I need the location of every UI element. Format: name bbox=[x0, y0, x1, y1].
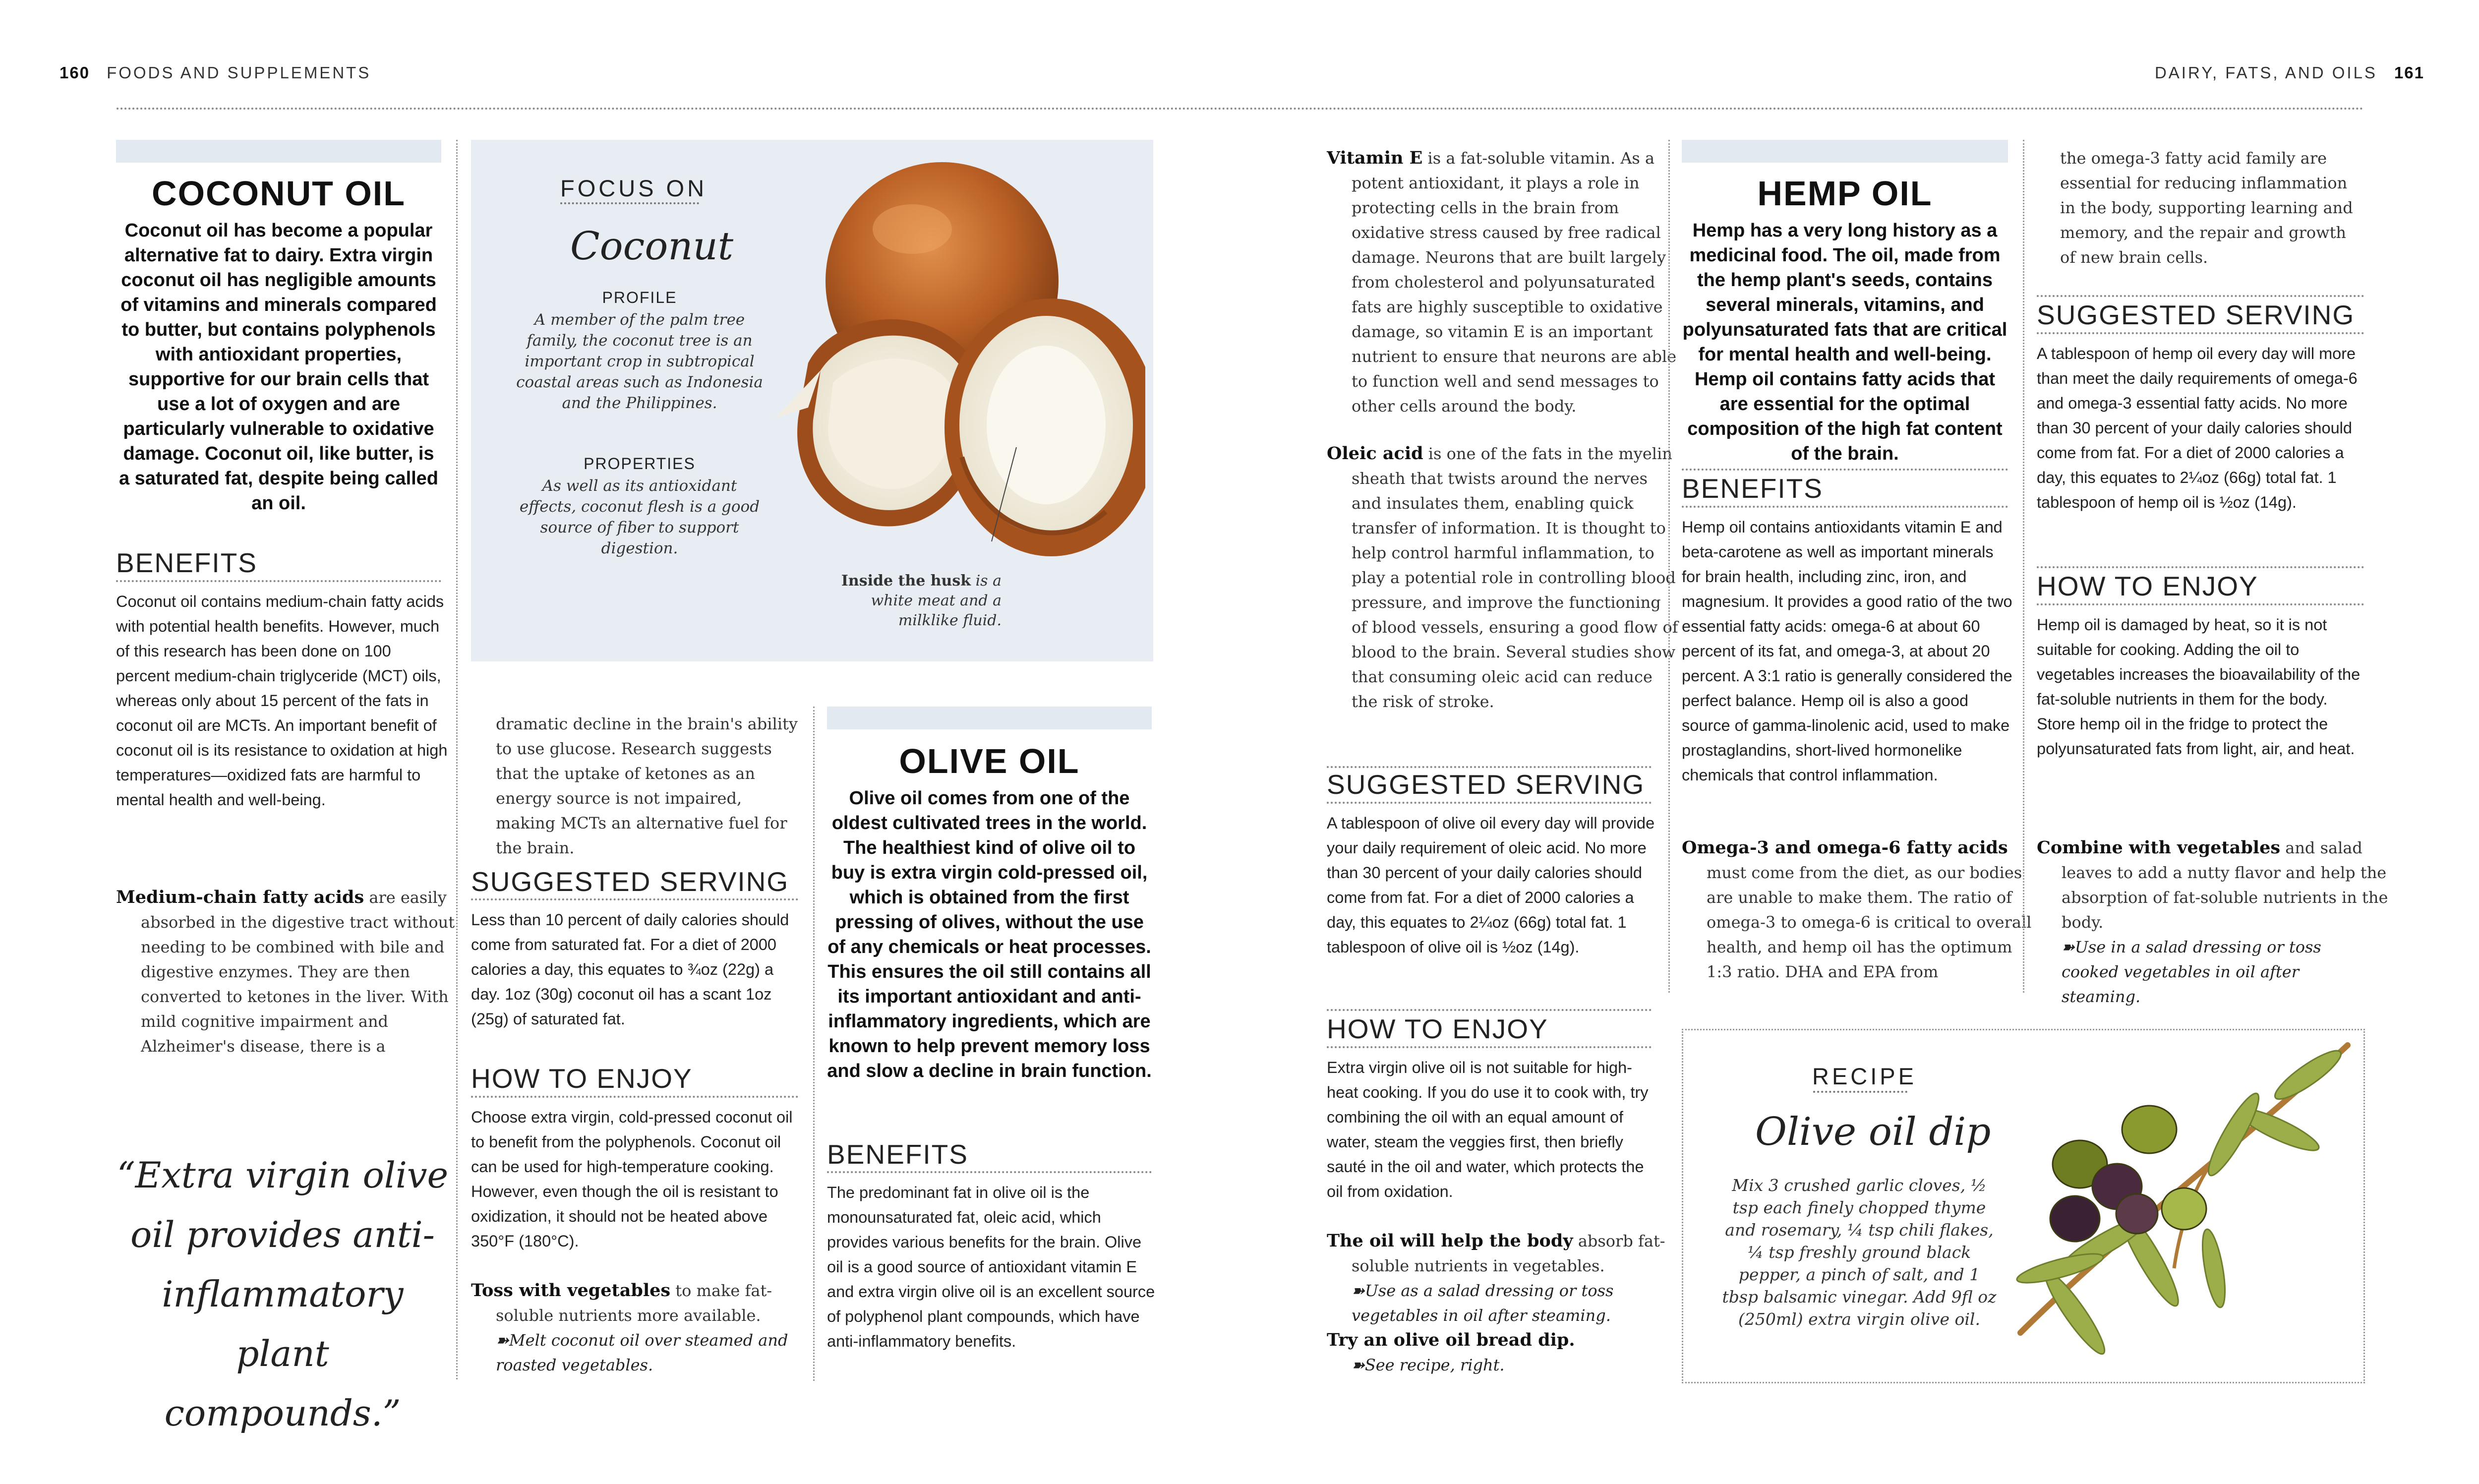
hemp-benefits-rule bbox=[1682, 506, 2008, 508]
olive-serving-text: A tablespoon of olive oil every day will provide your daily requirement of oleic acid. No more than 30 percent of your daily calories should come from fat. For a diet of 2000 calories a day, this equates to 2¼oz (66g) total fat. 1 tablespoon of olive oil is ½oz (14g). bbox=[1327, 814, 1655, 956]
olive-serving-rule-top bbox=[1327, 766, 1652, 768]
olive-benefits-text: The predominant fat in olive oil is the monounsaturated fat, oleic acid, which provides various benefits for the brain. Olive oil is a good source of antioxidant vitamin E and extra virgin olive oil is an excellent source of polyphenol plant compounds, which have anti-inflammatory benefits. bbox=[827, 1184, 1155, 1350]
hemp-serving-heading: SUGGESTED SERVING bbox=[2037, 299, 2355, 330]
profile-text: A member of the palm tree family, the coconut tree is an important crop in subtropical coastal areas such as Indonesia and the Philippines. bbox=[516, 311, 763, 412]
coconut-benefits-text: Coconut oil contains medium-chain fatty acids with potential health benefits. However, much of this research has been done on 100 percent medium-chain triglyceride (MCT) oils, whereas only about 15 percent of the fats in coconut oil are MCTs. An important benefit of coconut oil is its resistance to oxidation at high temperatures—oxidized fats are harmful to mental health and well-being. bbox=[116, 593, 448, 809]
olive-branch-illustration bbox=[2001, 1035, 2367, 1382]
olive-intro: Olive oil comes from one of the oldest cultivated trees in the world. The healthiest kind of olive oil to buy is extra virgin cold-pressed oil, which is obtained from the first pressing of olives, without the use of any chemicals or heat processes. This ensures the oil still contains all its important antioxidant and anti-inflammatory ingredients, which are known to help prevent memory loss and slow a decline in brain function. bbox=[827, 788, 1152, 1081]
hemp-intro: Hemp has a very long history as a medicinal food. The oil, made from the hemp plant's seeds, contains several minerals, vitamins, and polyunsaturated fats that are critical for mental health and well-being. Hemp oil contains fatty acids that are essential for the optimal composition of the high fat content of the brain. bbox=[1682, 220, 2007, 464]
omega-lead: Omega-3 and omega-6 fatty acids bbox=[1682, 837, 2008, 858]
left-page-number: 160 bbox=[59, 63, 90, 82]
dip-lead: Try an olive oil bread dip. bbox=[1327, 1330, 1575, 1350]
focus-label-rule bbox=[560, 202, 699, 204]
toss-text: to make fat-soluble nutrients more available. bbox=[496, 1281, 772, 1325]
recipe-box bbox=[1682, 1029, 2365, 1383]
mcfa-lead: Medium-chain fatty acids bbox=[116, 887, 364, 907]
right-page-number: 161 bbox=[2394, 63, 2424, 82]
coconut-enjoy-rule bbox=[471, 1096, 798, 1098]
help-paragraph bbox=[1327, 1229, 1669, 1278]
combine-paragraph bbox=[2037, 835, 2391, 935]
olive-benefits-rule bbox=[827, 1171, 1152, 1173]
vitamin-e-lead: Vitamin E bbox=[1327, 148, 1423, 168]
left-section-label: FOODS AND SUPPLEMENTS bbox=[107, 63, 371, 82]
coconut-serving-rule bbox=[471, 898, 798, 900]
olive-enjoy-rule-top bbox=[1327, 1009, 1652, 1011]
coconut-enjoy-heading: HOW TO ENJOY bbox=[471, 1063, 693, 1094]
olive-enjoy-rule bbox=[1327, 1046, 1652, 1048]
mcfa-text: are easily absorbed in the digestive tract without needing to be combined with bile and digestive enzymes. They are then converted to ketones in the liver. With mild cognitive impairment and Alzheimer's disease, there is a bbox=[141, 888, 455, 1056]
hemp-enjoy-text: Hemp oil is damaged by heat, so it is not suitable for cooking. Adding the oil to vegetables increases the bioavailability of the fat-soluble nutrients in them for the body. Store hemp oil in the fridge to protect the polyunsaturated fats from light, air, and heat. bbox=[2037, 616, 2361, 758]
olive-enjoy-heading: HOW TO ENJOY bbox=[1327, 1013, 1548, 1044]
toss-lead: Toss with vegetables bbox=[471, 1280, 671, 1301]
recipe-name: Olive oil dip bbox=[1755, 1110, 1991, 1154]
coconut-title-bar bbox=[116, 140, 441, 163]
combine-lead: Combine with vegetables bbox=[2037, 837, 2281, 858]
coconut-caption bbox=[813, 571, 1002, 631]
vitamin-e-paragraph bbox=[1327, 146, 1679, 418]
coconut-enjoy-text: Choose extra virgin, cold-pressed coconut oil to benefit from the polyphenols. Coconut oil can be used for high-temperature cooking. However, even though the oil is resistant to oxidization, it should not be heated above 350°F (180°C). bbox=[471, 1108, 793, 1250]
mcfa-continued: dramatic decline in the brain's ability to use glucose. Research suggests that the uptake of ketones as an energy source is not impaired, making MCTs an alternative fuel for the brain. bbox=[496, 714, 798, 857]
oleic-acid-paragraph bbox=[1327, 441, 1679, 714]
focus-on-panel bbox=[471, 140, 1153, 661]
caption-lead: Inside the husk bbox=[841, 572, 971, 590]
omega-text: must come from the diet, as our bodies are unable to make them. The ratio of omega-3 to omega-6 is critical to overall health, and hemp oil has the optimum 1:3 ratio. DHA and EPA from bbox=[1707, 863, 2032, 981]
coconut-intro: Coconut oil has become a popular alternative fat to dairy. Extra virgin coconut oil has negligible amounts of vitamins and minerals compared to butter, but contains polyphenols with antioxidant properties, supportive for our brain cells that use a lot of oxygen and are particularly vulnerable to oxidative damage. Coconut oil, like butter, is a saturated fat, despite being called an oil. bbox=[118, 220, 439, 514]
hemp-serving-rule-top bbox=[2037, 295, 2364, 297]
olive-enjoy-text: Extra virgin olive oil is not suitable for high-heat cooking. If you do use it to cook with, try combining the oil with an equal amount of water, steam the veggies first, then briefly sauté in the oil and water, which protects the oil from oxidation. bbox=[1327, 1059, 1649, 1200]
hemp-benefits-text: Hemp oil contains antioxidants vitamin E and beta-carotene as well as important minerals for brain health, including zinc, iron, and magnesium. It provides a good ratio of the two essential fatty acids: omega-6 at about 60 percent of its fat, and omega-3, at about 20 percent. A 3:1 ratio is generally considered the perfect balance. Hemp oil is also a good source of gamma-linolenic acid, used to make prostaglandins, short-lived hormonelike chemicals that control inflammation. bbox=[1682, 518, 2012, 784]
coconut-serving-text: Less than 10 percent of daily calories should come from saturated fat. For a diet of 2000 calories a day, this equates to ¾oz (22g) a day. 1oz (30g) coconut oil has a scant 1oz (25g) of saturated fat. bbox=[471, 911, 789, 1028]
help-text: absorb fat-soluble nutrients in vegetables. bbox=[1352, 1232, 1665, 1275]
header-rule bbox=[117, 108, 2365, 110]
help-tip: ➽Use as a salad dressing or toss vegetables in oil after steaming. bbox=[1352, 1281, 1614, 1325]
hemp-benefits-rule-top bbox=[1682, 469, 2008, 471]
right-section-label: DAIRY, FATS, AND OILS bbox=[2154, 63, 2377, 82]
coconut-title: COCONUT OIL bbox=[152, 174, 406, 213]
coconut-serving-heading: SUGGESTED SERVING bbox=[471, 866, 789, 897]
olive-title: OLIVE OIL bbox=[899, 742, 1080, 780]
coconut-benefits-heading: BENEFITS bbox=[116, 547, 257, 578]
left-running-head bbox=[59, 63, 371, 82]
profile-heading: PROFILE bbox=[602, 289, 677, 306]
olive-serving-heading: SUGGESTED SERVING bbox=[1327, 769, 1645, 800]
dip-tip: ➽See recipe, right. bbox=[1352, 1356, 1505, 1374]
recipe-label-rule bbox=[1813, 1091, 1907, 1093]
coconut-illustration bbox=[749, 150, 1145, 586]
omega-continued: the omega-3 fatty acid family are essential for reducing inflammation in the body, supporting learning and memory, and the repair and growth of new brain cells. bbox=[2060, 149, 2353, 267]
omega-paragraph bbox=[1682, 835, 2034, 984]
olive-title-bar bbox=[827, 707, 1152, 729]
focus-label: FOCUS ON bbox=[560, 175, 708, 201]
pull-quote: “Extra virgin olive oil provides anti-inflammatory plant compounds.” bbox=[117, 1154, 449, 1434]
recipe-text: Mix 3 crushed garlic cloves, ½ tsp each finely chopped thyme and rosemary, ¼ tsp chili flakes, ¼ tsp freshly ground black pepper, a pinch of salt, and 1 tbsp balsamic vinegar. Add 9fl oz (250ml) extra virgin olive oil. bbox=[1722, 1176, 1997, 1329]
olive-benefits-heading: BENEFITS bbox=[827, 1139, 968, 1170]
hemp-enjoy-heading: HOW TO ENJOY bbox=[2037, 571, 2258, 601]
column-divider-2 bbox=[813, 707, 815, 1381]
toss-tip: ➽Melt coconut oil over steamed and roasted vegetables. bbox=[496, 1331, 788, 1374]
hemp-enjoy-rule-top bbox=[2037, 566, 2364, 568]
combine-tip: ➽Use in a salad dressing or toss cooked vegetables in oil after steaming. bbox=[2062, 938, 2321, 1006]
hemp-title: HEMP OIL bbox=[1757, 174, 1933, 213]
hemp-serving-text: A tablespoon of hemp oil every day will more than meet the daily requirements of omega-6 and omega-3 essential fatty acids. No more than 30 percent of your daily calories should come from fat. For a diet of 2000 calories a day, this equates to 2¼oz (66g) total fat. 1 tablespoon of hemp oil is ½oz (14g). bbox=[2037, 345, 2358, 511]
right-running-head bbox=[2155, 63, 2424, 82]
hemp-benefits-heading: BENEFITS bbox=[1682, 473, 1823, 504]
combine-text: and salad leaves to add a nutty flavor and help the absorption of fat-soluble nutrients in the body. bbox=[2062, 838, 2388, 932]
vitamin-e-text: is a fat-soluble vitamin. As a potent antioxidant, it plays a role in protecting cells in the brain from oxidative stress caused by free radical damage. Neurons that are built largely from cholesterol and polyunsaturated fats are highly susceptible to oxidative damage, so vitamin E is an important nutrient to ensure that neurons are able to function well and send messages to other cells around the body. bbox=[1352, 149, 1677, 416]
properties-text: As well as its antioxidant effects, coconut flesh is a good source of fiber to support digestion. bbox=[519, 477, 760, 557]
caption-text: is a white meat and a milklike fluid. bbox=[871, 572, 1002, 629]
hemp-enjoy-rule bbox=[2037, 603, 2364, 605]
focus-name: Coconut bbox=[570, 224, 734, 269]
recipe-label: RECIPE bbox=[1812, 1063, 1917, 1089]
olive-serving-rule bbox=[1327, 802, 1652, 804]
coconut-benefits-rule bbox=[116, 580, 441, 582]
oleic-acid-text: is one of the fats in the myelin sheath that twists around the nerves and insulates them, enabling quick transfer of information. It is thought to help control harmful inflammation, to play a potential role in controlling blood pressure, and improve the functioning of blood vessels, ensuring a good flow of blood to the brain. Several studies show that consuming oleic acid can reduce the risk of stroke. bbox=[1352, 444, 1678, 711]
column-divider-1 bbox=[456, 140, 458, 1379]
toss-paragraph bbox=[471, 1278, 813, 1328]
hemp-title-bar bbox=[1682, 140, 2008, 163]
help-lead: The oil will help the body bbox=[1327, 1231, 1573, 1251]
column-divider-4 bbox=[2023, 140, 2024, 993]
mcfa-paragraph bbox=[116, 885, 463, 1059]
hemp-serving-rule bbox=[2037, 332, 2364, 334]
oleic-acid-lead: Oleic acid bbox=[1327, 443, 1423, 464]
properties-heading: PROPERTIES bbox=[584, 455, 696, 473]
column-divider-3 bbox=[1668, 140, 1670, 993]
